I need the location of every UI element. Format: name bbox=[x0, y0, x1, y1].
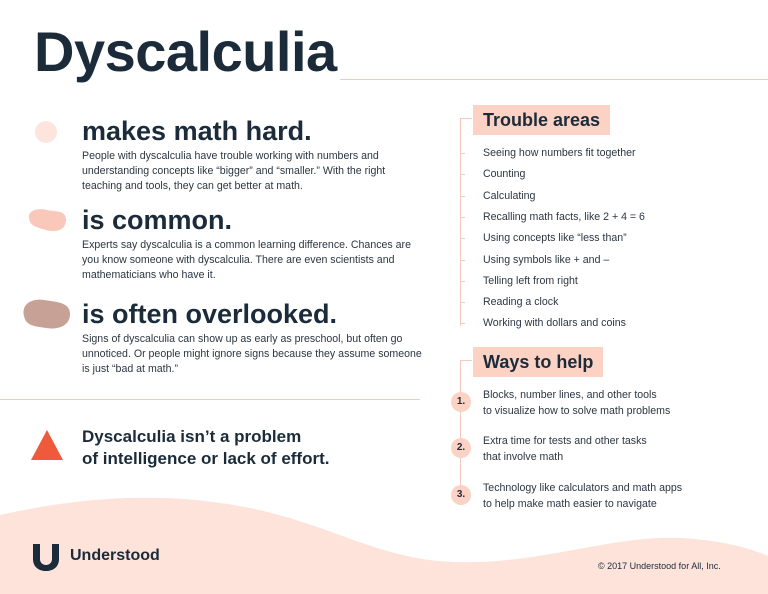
blob-small-icon bbox=[34, 120, 58, 144]
trouble-item: Counting bbox=[483, 168, 526, 181]
help-item-line-1: Technology like calculators and math apps bbox=[483, 482, 683, 494]
trouble-item: Working with dollars and coins bbox=[483, 317, 626, 330]
trouble-item: Calculating bbox=[483, 189, 536, 202]
warning-triangle-icon bbox=[30, 429, 64, 461]
trouble-item-bullet bbox=[460, 217, 465, 218]
trouble-item: Telling left from right bbox=[483, 274, 578, 287]
page-title: Dyscalculia bbox=[34, 20, 337, 83]
help-item-line-2: to visualize how to solve math problems bbox=[483, 405, 671, 417]
trouble-item: Reading a clock bbox=[483, 296, 559, 309]
copyright-text: © 2017 Understood for All, Inc. bbox=[598, 561, 721, 571]
understood-logo-text: Understood bbox=[70, 547, 160, 564]
help-timeline bbox=[460, 360, 461, 496]
trouble-item: Using concepts like “less than” bbox=[483, 232, 627, 245]
callout-line-2: of intelligence or lack of effort. bbox=[82, 449, 330, 468]
help-item-line-2: that involve math bbox=[483, 451, 564, 463]
trouble-connector bbox=[460, 118, 472, 119]
help-item bbox=[483, 387, 723, 419]
help-item bbox=[483, 433, 723, 465]
trouble-item: Using symbols like + and – bbox=[483, 253, 610, 266]
help-item bbox=[483, 480, 723, 512]
fact-heading-overlooked: is often overlooked. bbox=[82, 299, 338, 329]
trouble-item-bullet bbox=[460, 153, 465, 154]
callout-line-1: Dyscalculia isn’t a problem bbox=[82, 427, 302, 446]
trouble-item-bullet bbox=[460, 302, 465, 303]
section-divider bbox=[0, 399, 420, 400]
fact-heading-hard: makes math hard. bbox=[82, 116, 312, 146]
trouble-item-bullet bbox=[460, 260, 465, 261]
blob-medium-icon bbox=[26, 206, 68, 234]
trouble-areas-header: Trouble areas bbox=[473, 105, 610, 135]
help-item-line-1: Blocks, number lines, and other tools bbox=[483, 389, 657, 401]
trouble-item-bullet bbox=[460, 238, 465, 239]
fact-heading-common: is common. bbox=[82, 205, 233, 235]
help-step-number: 1. bbox=[451, 392, 471, 412]
help-item-line-2: to help make math easier to navigate bbox=[483, 498, 657, 510]
blob-large-icon bbox=[20, 296, 72, 332]
trouble-timeline bbox=[460, 118, 461, 326]
fact-text-overlooked: Signs of dyscalculia can show up as early as preschool, but often go unnoticed. Or people might ignore signs because they assume someone is just “bad at math.” bbox=[82, 333, 422, 375]
trouble-item: Seeing how numbers fit together bbox=[483, 147, 636, 159]
callout-text bbox=[82, 426, 412, 470]
help-step-number: 2. bbox=[451, 438, 471, 458]
trouble-item-bullet bbox=[460, 196, 465, 197]
fact-text-hard: People with dyscalculia have trouble working with numbers and understanding concepts like “bigger” and “smaller.” With the right teaching and tools, they can get better at math. bbox=[82, 150, 386, 192]
trouble-item-bullet bbox=[460, 174, 465, 175]
trouble-item: Recalling math facts, like 2 + 4 = 6 bbox=[483, 210, 645, 223]
trouble-item-bullet bbox=[460, 281, 465, 282]
help-step-number: 3. bbox=[451, 485, 471, 505]
understood-logo-icon bbox=[30, 541, 62, 573]
ways-to-help-header: Ways to help bbox=[473, 347, 603, 377]
help-connector bbox=[460, 360, 472, 361]
title-divider bbox=[340, 79, 768, 80]
help-item-line-1: Extra time for tests and other tasks bbox=[483, 435, 647, 447]
trouble-item-bullet bbox=[460, 323, 465, 324]
fact-text-common: Experts say dyscalculia is a common learning difference. Chances are you know someone with dyscalculia. There are even scientists and mathematicians who have it. bbox=[82, 239, 411, 281]
